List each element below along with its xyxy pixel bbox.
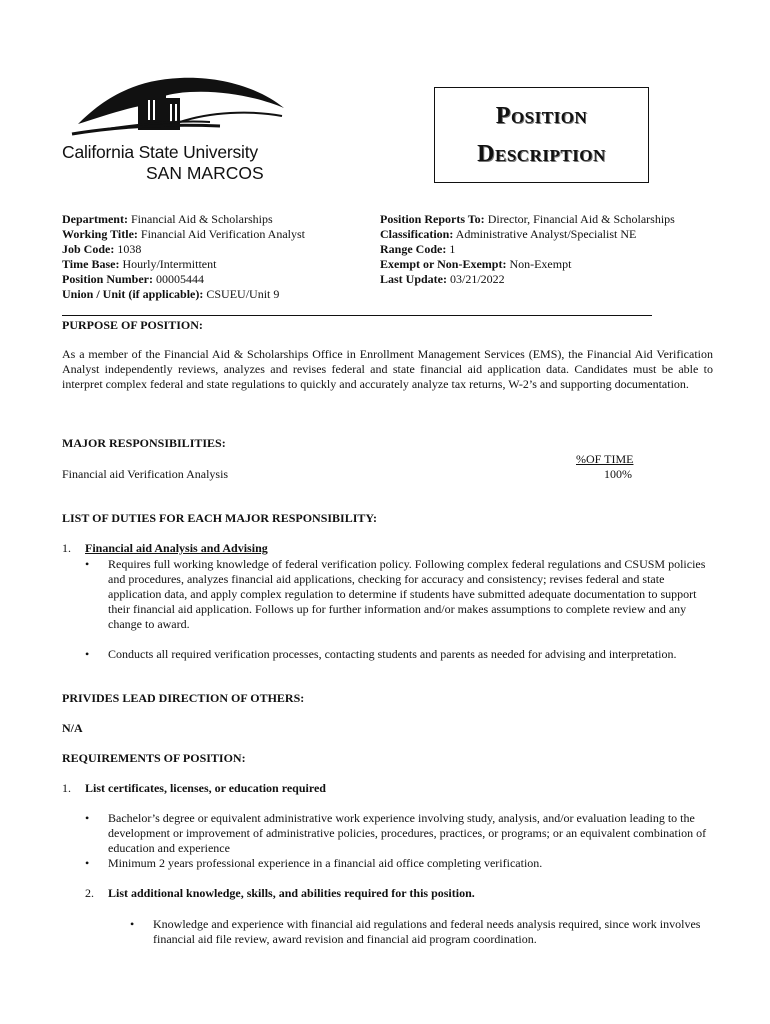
info-classification: Classification: Administrative Analyst/Specialist NE: [380, 227, 637, 241]
requirement-1-title: List certificates, licenses, or education required: [85, 781, 326, 795]
major-responsibilities-heading: MAJOR RESPONSIBILITIES:: [62, 436, 226, 450]
requirement-2-number: 2.: [85, 886, 94, 900]
lead-direction-value: N/A: [62, 721, 83, 735]
info-reports-to: Position Reports To: Director, Financial Aid & Scholarships: [380, 212, 675, 226]
info-working-title: Working Title: Financial Aid Verification Analyst: [62, 227, 305, 241]
list-item: [85, 811, 714, 856]
requirements-heading: REQUIREMENTS OF POSITION:: [62, 751, 246, 765]
bullet-icon: •: [85, 811, 90, 825]
info-last-update: Last Update: 03/21/2022: [380, 272, 505, 286]
requirement-2-title: List additional knowledge, skills, and abilities required for this position.: [108, 886, 475, 900]
list-item: [85, 647, 714, 662]
purpose-heading: PURPOSE OF POSITION:: [62, 318, 203, 332]
major-responsibility-item: Financial aid Verification Analysis: [62, 467, 229, 481]
info-position-number: Position Number: 00005444: [62, 272, 204, 286]
requirement-1-bullet-2: Minimum 2 years professional experience in a financial aid office completing verification.: [108, 856, 543, 870]
info-exempt-status: Exempt or Non-Exempt: Non-Exempt: [380, 257, 572, 271]
requirement-2-bullet-1: Knowledge and experience with financial aid regulations and federal needs analysis required, since work involves financial aid file review, award revision and financial aid program coordination.: [153, 917, 701, 946]
list-item: [85, 557, 714, 632]
lead-direction-heading: PRIVIDES LEAD DIRECTION OF OTHERS:: [62, 691, 305, 705]
section-divider: [62, 315, 652, 316]
document-title-box: [434, 87, 649, 183]
bullet-icon: •: [85, 647, 90, 661]
info-union-unit: Union / Unit (if applicable): CSUEU/Unit 9: [62, 287, 280, 301]
duty-bullet-2: Conducts all required verification processes, contacting students and parents as needed for advising and interpretation.: [108, 647, 677, 661]
purpose-text: As a member of the Financial Aid & Scholarships Office in Enrollment Management Services (EMS), the Financial Aid Verification Analyst independently reviews, analyzes and revises federal and state financial aid application data. Candidates must be able to interpret complex federal and state regulations to quickly and accurately analyze tax returns, W-2’s and supporting documentation.: [62, 347, 713, 391]
duties-heading: LIST OF DUTIES FOR EACH MAJOR RESPONSIBILITY:: [62, 511, 377, 525]
duty-bullet-1: Requires full working knowledge of federal verification policy. Following complex federal regulations and CSUSM policies and procedures, analyzes financial aid applications, checking for accuracy and consistency; revises federal and state application data, and apply complex regulation to determine if students have submitted adequate documentation to support their financial aid application. Follows up for further information and/or makes assumptions to complete review and any change to award.: [108, 557, 706, 631]
document-title-line2: Description: [477, 141, 606, 167]
position-info-left: [62, 212, 372, 302]
duty-title: Financial aid Analysis and Advising: [85, 541, 268, 555]
major-responsibility-percent: 100%: [604, 467, 632, 481]
info-department: Department: Financial Aid & Scholarships: [62, 212, 273, 226]
position-info-right: [380, 212, 720, 287]
list-item: [130, 917, 713, 947]
bullet-icon: •: [130, 917, 135, 931]
info-job-code: Job Code: 1038: [62, 242, 142, 256]
document-title-line1: Position: [495, 103, 588, 129]
logo-campus-name: SAN MARCOS: [146, 163, 264, 183]
logo-university-name: California State University: [62, 142, 258, 162]
bullet-icon: •: [85, 557, 90, 571]
info-time-base: Time Base: Hourly/Intermittent: [62, 257, 217, 271]
requirement-1-bullet-1: Bachelor’s degree or equivalent administrative work experience involving study, analysis, and/or evaluation leading to the development or improvement of administrative policies, procedures, practices, or programs; or an equivalent combination of education and experience: [108, 811, 707, 855]
info-range-code: Range Code: 1: [380, 242, 456, 256]
requirement-1-number: 1.: [62, 781, 71, 795]
bullet-icon: •: [85, 856, 90, 870]
percent-of-time-header: %OF TIME: [576, 452, 634, 466]
duty-number: 1.: [62, 541, 71, 555]
list-item: [85, 856, 714, 871]
